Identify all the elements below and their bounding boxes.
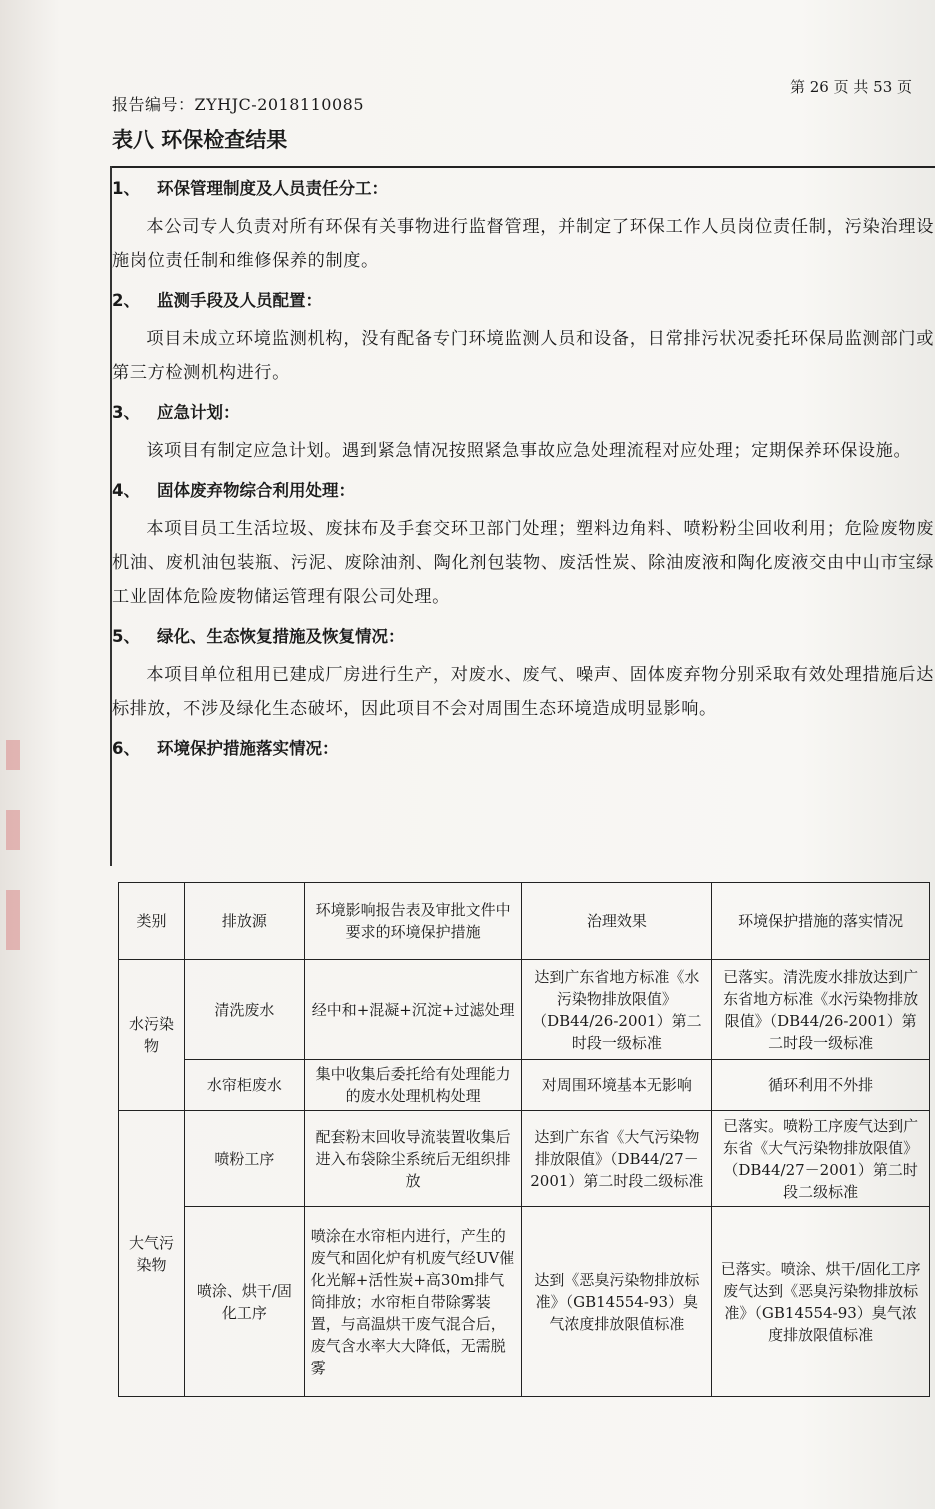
section-body: 本公司专人负责对所有环保有关事物进行监督管理，并制定了环保工作人员岗位责任制，污染治理设施岗位责任制和维修保养的制度。 <box>112 217 934 271</box>
section-number: 3、 <box>112 403 140 422</box>
measures-table <box>118 882 930 1397</box>
cell-status: 循环利用不外排 <box>712 1060 930 1111</box>
cell-status: 已落实。喷涂、烘干/固化工序废气达到《恶臭污染物排放标准》（GB14554-93）臭气浓度排放限值标准 <box>712 1207 930 1397</box>
sections <box>112 172 934 766</box>
section-heading-text: 监测手段及人员配置： <box>157 291 322 310</box>
section-number: 5、 <box>112 627 140 646</box>
table-row <box>119 1207 930 1397</box>
section-body: 本项目单位租用已建成厂房进行生产，对废水、废气、噪声、固体废弃物分别采取有效处理措施后达标排放，不涉及绿化生态破坏，因此项目不会对周围生态环境造成明显影响。 <box>112 665 934 719</box>
section-4 <box>112 474 934 614</box>
section-number: 4、 <box>112 481 140 500</box>
table-row <box>119 1111 930 1207</box>
section-number: 1、 <box>112 179 140 198</box>
section-heading-text: 环境保护措施落实情况： <box>157 739 339 758</box>
cell-measure: 配套粉末回收导流装置收集后进入布袋除尘系统后无组织排放 <box>304 1111 522 1207</box>
section-6 <box>112 732 934 766</box>
cell-source: 水帘柜废水 <box>184 1060 304 1111</box>
section-3 <box>112 396 934 468</box>
category-air: 大气污染物 <box>119 1111 185 1397</box>
section-heading <box>112 620 934 654</box>
page-title: 表八 环保检查结果 <box>112 127 288 152</box>
header-category: 类别 <box>119 883 185 960</box>
cell-effect: 达到广东省《大气污染物排放限值》（DB44/27－2001）第二时段二级标准 <box>522 1111 712 1207</box>
cell-measure: 喷涂在水帘柜内进行，产生的废气和固化炉有机废气经UV催化光解+活性炭+高30m排气筒排放；水帘柜自带除雾装置，与高温烘干废气混合后，废气含水率大大降低，无需脱雾 <box>304 1207 522 1397</box>
cell-status: 已落实。清洗废水排放达到广东省地方标准《水污染物排放限值》（DB44/26-2001）第二时段一级标准 <box>712 960 930 1060</box>
report-number: 报告编号：ZYHJC-2018110085 <box>112 95 364 114</box>
cell-effect: 对周围环境基本无影响 <box>522 1060 712 1111</box>
section-heading <box>112 732 934 766</box>
cell-status: 已落实。喷粉工序废气达到广东省《大气污染物排放限值》（DB44/27－2001）第二时段二级标准 <box>712 1111 930 1207</box>
section-heading-text: 绿化、生态恢复措施及恢复情况： <box>157 627 405 646</box>
section-heading-text: 环保管理制度及人员责任分工： <box>157 179 388 198</box>
header-source: 排放源 <box>184 883 304 960</box>
section-5 <box>112 620 934 726</box>
cell-source: 清洗废水 <box>184 960 304 1060</box>
table-header-row <box>119 883 930 960</box>
cell-measure: 集中收集后委托给有处理能力的废水处理机构处理 <box>304 1060 522 1111</box>
table-row <box>119 1060 930 1111</box>
cell-effect: 达到《恶臭污染物排放标准》（GB14554-93）臭气浓度排放限值标准 <box>522 1207 712 1397</box>
category-water: 水污染物 <box>119 960 185 1111</box>
section-heading <box>112 474 934 508</box>
section-body: 该项目有制定应急计划。遇到紧急情况按照紧急事故应急处理流程对应处理；定期保养环保设施。 <box>146 441 912 461</box>
edge-stain <box>0 720 28 980</box>
title-rule <box>110 166 935 168</box>
section-number: 2、 <box>112 291 140 310</box>
cell-measure: 经中和+混凝+沉淀+过滤处理 <box>304 960 522 1060</box>
measures-table-wrapper <box>118 882 930 1397</box>
section-number: 6、 <box>112 739 140 758</box>
section-1 <box>112 172 934 278</box>
header-status: 环境保护措施的落实情况 <box>712 883 930 960</box>
page-info: 第 26 页 共 53 页 <box>790 78 913 96</box>
section-heading <box>112 284 934 318</box>
header-measure: 环境影响报告表及审批文件中要求的环境保护措施 <box>304 883 522 960</box>
section-heading-text: 固体废弃物综合利用处理： <box>157 481 355 500</box>
section-heading-text: 应急计划： <box>157 403 240 422</box>
table-row <box>119 960 930 1060</box>
cell-source: 喷粉工序 <box>184 1111 304 1207</box>
cell-effect: 达到广东省地方标准《水污染物排放限值》（DB44/26-2001）第二时段一级标准 <box>522 960 712 1060</box>
cell-source: 喷涂、烘干/固化工序 <box>184 1207 304 1397</box>
section-body: 项目未成立环境监测机构，没有配备专门环境监测人员和设备，日常排污状况委托环保局监测部门或第三方检测机构进行。 <box>112 329 934 383</box>
header-effect: 治理效果 <box>522 883 712 960</box>
section-body: 本项目员工生活垃圾、废抹布及手套交环卫部门处理；塑料边角料、喷粉粉尘回收利用；危险废物废机油、废机油包装瓶、污泥、废除油剂、陶化剂包装物、废活性炭、除油废液和陶化废液交由中山市宝绿工业固体危险废物储运管理有限公司处理。 <box>112 519 934 607</box>
section-heading <box>112 396 934 430</box>
section-heading <box>112 172 934 206</box>
section-2 <box>112 284 934 390</box>
